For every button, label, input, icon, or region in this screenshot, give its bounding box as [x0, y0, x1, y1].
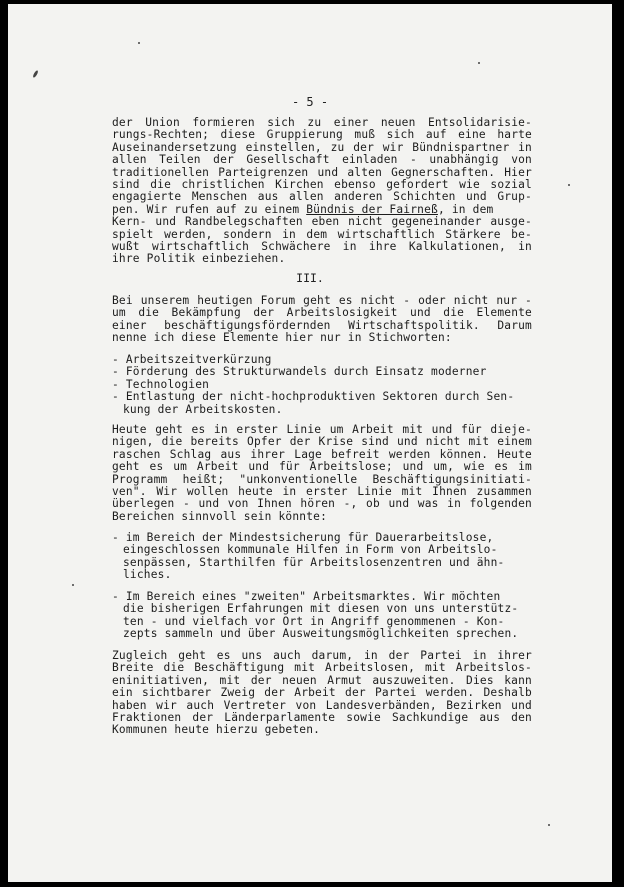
text-line: Kern- und Randbelegschaften eben nicht gegeneinander ausge-: [112, 215, 532, 229]
bullet-list-1: [112, 354, 532, 416]
text-line: ihre Politik einbeziehen.: [112, 252, 286, 266]
paragraph-1: [112, 117, 532, 266]
text-line: Fraktionen der Länderparlamente sowie Sachkundige aus den: [112, 710, 532, 724]
text-line: Breite die Beschäftigung mit Arbeitslosen, mit Arbeitslos-: [112, 661, 532, 675]
list-item: - Entlastung der nicht-hochproduktiven Sektoren durch Sen-: [112, 390, 515, 404]
text-fragment: pen. Wir rufen auf zu einem: [112, 202, 307, 216]
page-number: - 5 -: [291, 95, 329, 109]
scan-speck: [138, 42, 140, 44]
text-line: einer beschäftigungsfördernden Wirtschaftspolitik. Darum: [112, 318, 532, 332]
paragraph-2: [112, 295, 532, 345]
text-line: eninitiativen, mit der neuen Armut auszuweiten. Dies kann: [112, 673, 532, 687]
paragraph-3: [112, 424, 532, 523]
text-line: rungs-Rechten; diese Gruppierung muß sich auf eine harte: [112, 128, 532, 142]
scan-speck: [548, 824, 550, 826]
scan-speck: [568, 184, 570, 186]
paragraph-4: [112, 650, 532, 737]
list-item: - im Bereich der Mindestsicherung für Dauerarbeitslose,: [112, 531, 494, 544]
text-line: Kommunen heute hierzu gebeten.: [112, 723, 321, 737]
text-line: engagierte Menschen aus allen anderen Schichten und Grup-: [112, 190, 532, 204]
text-line: allen Teilen der Gesellschaft einladen - unabhängig von: [112, 153, 532, 167]
list-item: - Arbeitszeitverkürzung: [112, 353, 272, 366]
text-line: Programm heißt; "unkonventionelle Beschäftigungsinitiati-: [112, 472, 532, 486]
text-line: überlegen - und von Ihnen hören -, ob und was in folgenden: [112, 497, 532, 511]
section-heading: III.: [296, 271, 324, 285]
underlined-phrase: Bündnis der Fairneß: [306, 202, 438, 216]
list-2-item-2: [112, 591, 532, 641]
text-line: Auseinandersetzung einstellen, zu der wir Bündnispartner in: [112, 140, 532, 154]
text-line: um die Bekämpfung der Arbeitslosigkeit und die Elemente: [112, 306, 532, 320]
text-fragment: , in dem: [437, 202, 494, 216]
text-line: raschen Schlag aus ihrer Lage befreit werden können. Heute: [112, 447, 532, 461]
list-item-continuation: zepts sammeln und über Ausweitungsmöglichkeiten sprechen.: [123, 627, 519, 641]
text-line: Zugleich geht es uns auch darum, in der Partei in ihrer: [112, 649, 532, 662]
list-item-continuation: ten - und vielfach vor Ort in Angriff genommenen - Kon-: [123, 614, 505, 628]
text-line: spielt werden, sondern in dem wirtschaftlich Stärkere be-: [112, 227, 532, 241]
text-line: traditionellen Parteigrenzen und alten Gegnerschaften. Hier: [112, 165, 532, 179]
text-line: sind die christlichen Kirchen ebenso gefordert wie sozial: [112, 177, 532, 191]
text-line: haben wir auch Vertreter von Landesverbänden, Bezirken und: [112, 698, 532, 712]
list-item-continuation: eingeschlossen kommunale Hilfen in Form von Arbeitslo-: [123, 543, 498, 557]
text-line: Bereichen sinnvoll sein könnte:: [112, 509, 327, 523]
text-line: wußt wirtschaftlich Schwächere in ihre Kalkulationen, in: [112, 239, 532, 253]
scan-speck: [478, 62, 480, 64]
text-line: ven". Wir wollen heute in erster Linie mit Ihnen zusammen: [112, 484, 532, 498]
text-line: geht es um Arbeit und für Arbeitslose; und um, wie es im: [112, 460, 532, 474]
list-item: - Förderung des Strukturwandels durch Einsatz moderner: [112, 365, 487, 379]
list-item-continuation: kung der Arbeitskosten.: [123, 402, 283, 416]
list-item: - Im Bereich eines "zweiten" Arbeitsmarktes. Wir möchten: [112, 590, 501, 603]
text-line: nigen, die bereits Opfer der Krise sind und nicht mit einem: [112, 435, 532, 449]
list-item-continuation: liches.: [123, 568, 172, 582]
list-item: - Technologien: [112, 377, 210, 391]
text-line: ein sichtbarer Zweig der Arbeit der Partei werden. Deshalb: [112, 686, 532, 700]
list-item-continuation: senpässen, Starthilfen für Arbeitslosenzentren und ähn-: [123, 555, 505, 569]
text-line: der Union formieren sich zu einer neuen Entsolidarisie-: [112, 116, 532, 129]
list-2-item-1: [112, 532, 532, 582]
text-line: Bei unserem heutigen Forum geht es nicht - oder nicht nur -: [112, 294, 532, 307]
list-item-continuation: die bisherigen Erfahrungen mit diesen von uns unterstütz-: [123, 602, 519, 616]
scan-speck: [72, 584, 74, 586]
text-line: Heute geht es in erster Linie um Arbeit mit und für dieje-: [112, 423, 532, 436]
text-line: nenne ich diese Elemente hier nur in Stichworten:: [112, 331, 452, 345]
document-page: [8, 4, 612, 882]
scan-speck: [32, 70, 39, 78]
